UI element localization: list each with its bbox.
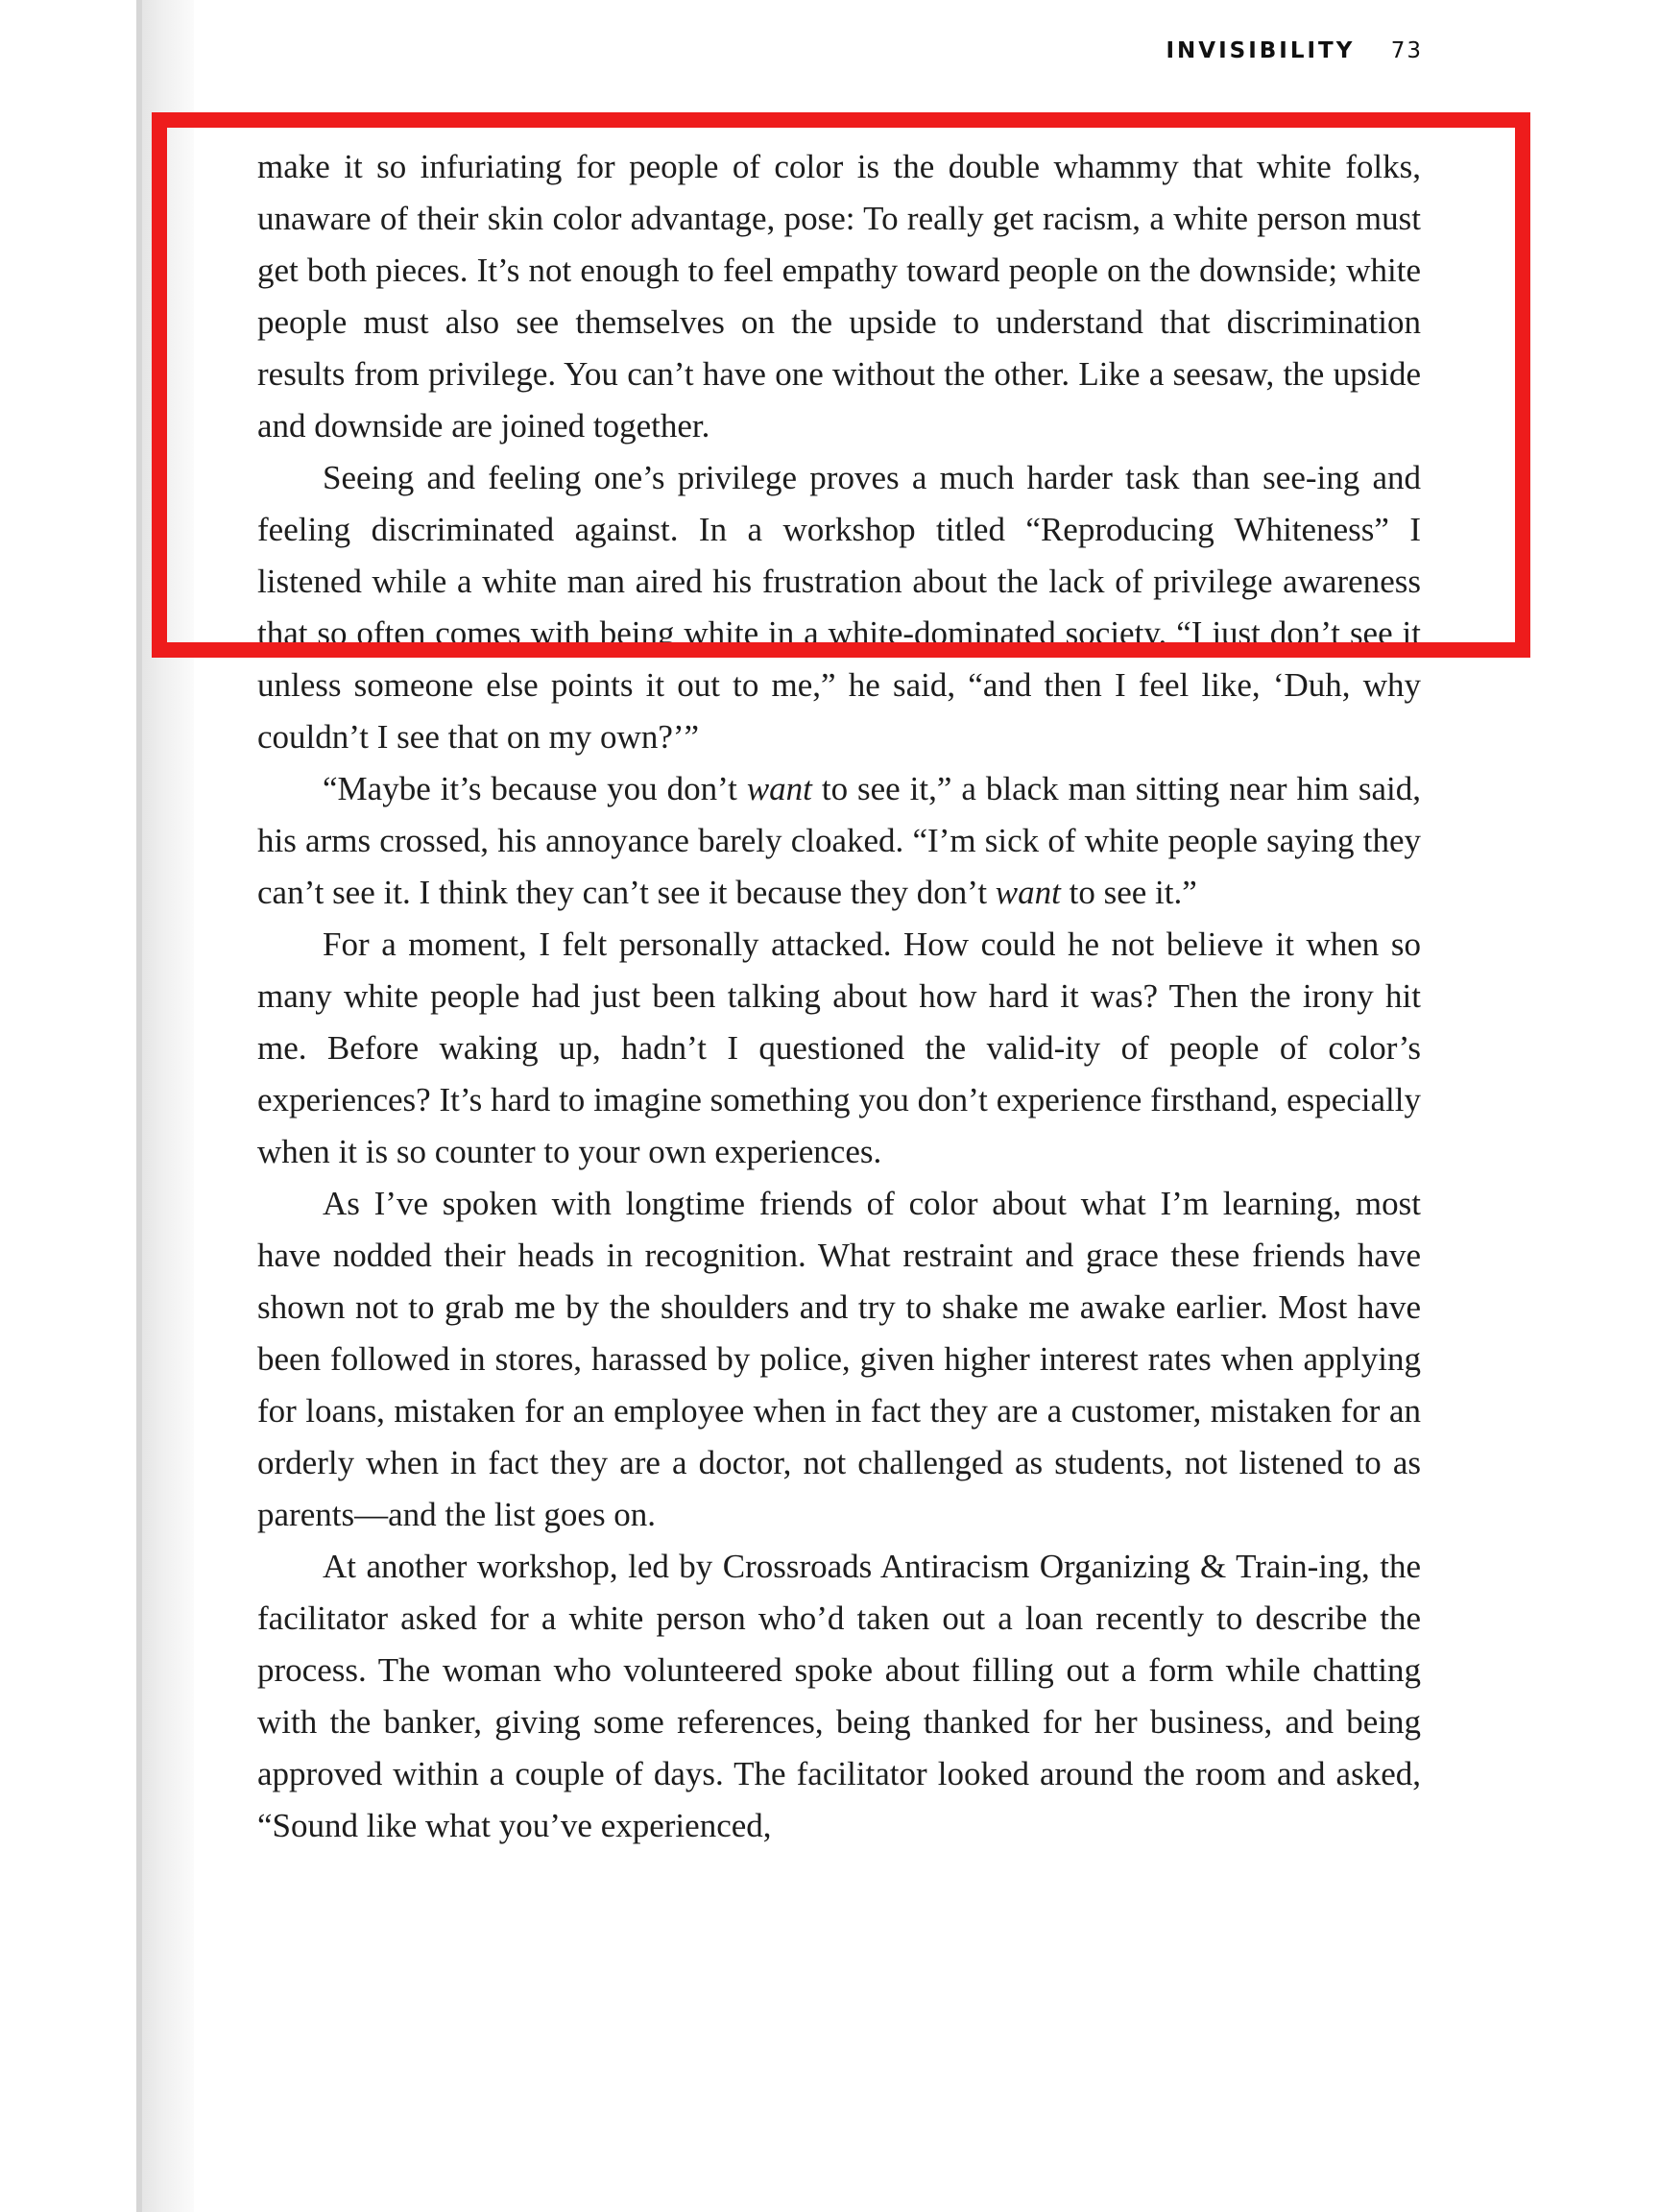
paragraph-text: to see it,” a black man sitting near him said, his arms crossed, his annoyance barely cloaked. “I’m sick of white people saying they can’t see it. I think they can’t see it because they don’t (257, 770, 1421, 911)
paragraph-text: to see it.” (1060, 874, 1197, 911)
page-edge (136, 0, 142, 2212)
paragraph: Seeing and feeling one’s privilege proves a much harder task than see-ing and feeling discriminated against. In a workshop titled “Reproducing Whiteness” I listened while a white man aired his frustration about the lack of privilege awareness that so often comes with being white in a white-dominated society. “I just don’t see it unless someone else points it out to me,” he said, “and then I feel like, ‘Duh, why couldn’t I see that on my own?’” (257, 459, 1421, 756)
page-number: 73 (1390, 38, 1423, 63)
running-head (1166, 38, 1423, 63)
paragraph-text: “Maybe it’s because you don’t (323, 770, 747, 807)
paragraph: As I’ve spoken with longtime friends of color about what I’m learning, most have nodded their heads in recognition. What restraint and grace these friends have shown not to grab me by the shoulders and try to shake me awake earlier. Most have been followed in stores, harassed by police, given higher interest rates when applying for loans, mistaken for an employee when in fact they are a customer, mistaken for an orderly when in fact they are a doctor, not challenged as students, not listened to as parents—and the list goes on. (257, 1185, 1421, 1533)
paragraph: At another workshop, led by Crossroads Antiracism Organizing & Train-ing, the facilitator asked for a white person who’d taken out a loan recently to describe the process. The woman who volunteered spoke about filling out a form while chatting with the banker, giving some references, being thanked for her business, and being approved within a couple of days. The facilitator looked around the room and asked, “Sound like what you’ve experienced, (257, 1548, 1421, 1844)
chapter-title: INVISIBILITY (1166, 38, 1356, 63)
page-gutter-shadow (136, 0, 194, 2212)
body-text (257, 141, 1421, 1852)
emphasis: want (746, 770, 812, 807)
paragraph (257, 763, 1421, 919)
emphasis: want (995, 874, 1061, 911)
paragraph: For a moment, I felt personally attacked. How could he not believe it when so many white people had just been talking about how hard it was? Then the irony hit me. Before waking up, hadn’t I questioned the valid-ity of people of color’s experiences? It’s hard to imagine something you don’t experience firsthand, especially when it is so counter to your own experiences. (257, 926, 1421, 1170)
paragraph: make it so infuriating for people of color is the double whammy that white folks, unaware of their skin color advantage, pose: To really get racism, a white person must get both pieces. It’s not enough to feel empathy toward people on the downside; white people must also see themselves on the upside to understand that discrimination results from privilege. You can’t have one without the other. Like a seesaw, the upside and downside are joined together. (257, 148, 1421, 445)
